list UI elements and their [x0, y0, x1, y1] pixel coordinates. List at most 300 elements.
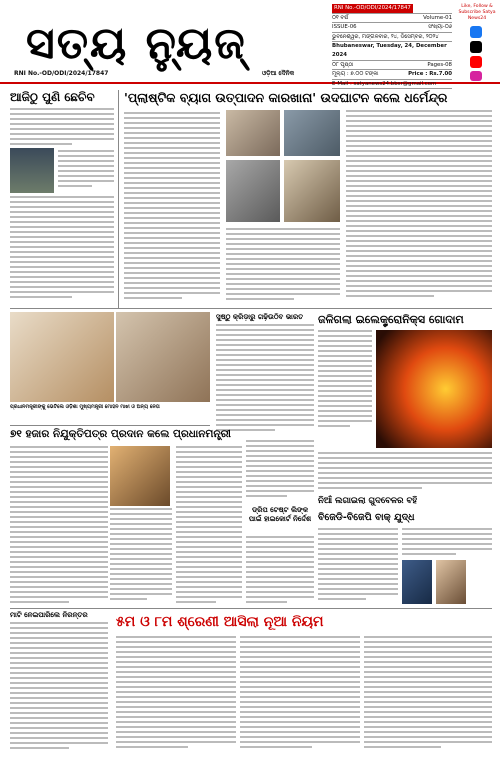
text-line — [176, 546, 242, 548]
text-line — [246, 546, 314, 548]
text-line — [10, 256, 114, 258]
text-line — [346, 115, 492, 117]
rni-box: RNI No.-OD/ODI/2024/17847 — [334, 5, 411, 11]
text-line — [176, 596, 242, 598]
story2-headline: 'ପ୍ଲାଷ୍ଟିକ ବ୍ୟାଗ ଉତ୍ପାଦନ କାରଖାନା' ଉଦଘାଟନ କଲେ ଧର୍ମେନ୍ଦ୍ର — [124, 90, 448, 105]
text-line — [10, 541, 108, 543]
text-line — [116, 691, 236, 693]
text-line — [110, 518, 172, 520]
text-line — [240, 641, 360, 643]
story2-photo-2 — [284, 110, 340, 156]
text-line — [246, 566, 314, 568]
text-line — [346, 235, 492, 237]
text-line — [10, 286, 114, 288]
text-line — [58, 170, 114, 172]
text-line — [318, 598, 366, 600]
text-line — [124, 227, 220, 229]
text-line — [346, 205, 492, 207]
text-line — [10, 657, 108, 659]
text-line — [110, 593, 172, 595]
story8-headline: ନିଆଁ ଲଗାଇଲା ଗୁଦବେଳର ବହି — [318, 496, 418, 506]
text-line — [364, 726, 492, 728]
text-line — [246, 596, 314, 598]
text-line — [10, 652, 108, 654]
price-or: ମୂଲ୍ୟ : ୭.୦୦ ଟଙ୍କା — [332, 71, 379, 78]
text-line — [176, 541, 242, 543]
text-line — [116, 656, 236, 658]
text-line — [402, 543, 492, 545]
text-line — [10, 596, 108, 598]
text-line — [10, 712, 108, 714]
text-line — [240, 681, 360, 683]
text-line — [10, 677, 108, 679]
text-line — [176, 576, 242, 578]
text-line — [110, 543, 172, 545]
text-line — [124, 247, 220, 249]
text-line — [346, 180, 492, 182]
text-line — [364, 691, 492, 693]
text-line — [216, 359, 314, 361]
story1-photo — [10, 148, 54, 193]
text-line — [318, 467, 492, 469]
text-line — [124, 197, 220, 199]
text-line — [116, 721, 236, 723]
text-line — [176, 521, 242, 523]
text-line — [226, 243, 340, 245]
text-line — [124, 157, 220, 159]
text-line — [176, 571, 242, 573]
pm-speaking-photo — [110, 446, 170, 506]
text-line — [216, 394, 314, 396]
text-line — [10, 201, 114, 203]
text-line — [346, 185, 492, 187]
text-line — [176, 496, 242, 498]
text-line — [346, 265, 492, 267]
text-line — [58, 185, 92, 187]
text-line — [246, 601, 287, 603]
tagline: ଓଡ଼ିଆ ଦୈନିକ — [262, 70, 295, 77]
text-line — [116, 676, 236, 678]
story11-headline: ୫ମ ଓ ୮ମ ଶ୍ରେଣୀ ଆସିଲା ନୂଆ ନିୟମ — [116, 614, 324, 630]
text-line — [124, 182, 220, 184]
text-line — [10, 546, 108, 548]
text-line — [124, 187, 220, 189]
text-line — [10, 451, 108, 453]
text-line — [58, 155, 114, 157]
text-line — [402, 538, 492, 540]
text-line — [110, 513, 172, 515]
text-line — [110, 528, 172, 530]
text-line — [10, 221, 114, 223]
text-line — [318, 375, 372, 377]
text-line — [124, 292, 220, 294]
text-line — [346, 275, 492, 277]
text-line — [240, 736, 360, 738]
text-line — [10, 128, 114, 130]
text-line — [364, 706, 492, 708]
text-line — [116, 696, 236, 698]
text-line — [124, 232, 220, 234]
text-line — [226, 278, 340, 280]
text-line — [364, 736, 492, 738]
text-line — [10, 226, 114, 228]
text-line — [364, 656, 492, 658]
youtube-icon[interactable] — [470, 56, 482, 68]
text-line — [116, 666, 236, 668]
text-line — [10, 466, 108, 468]
text-line — [246, 475, 314, 477]
text-line — [246, 485, 314, 487]
text-line — [116, 646, 236, 648]
text-line — [10, 471, 108, 473]
text-line — [318, 528, 398, 530]
text-line — [318, 452, 492, 454]
story1-body-c — [10, 196, 114, 304]
text-line — [176, 556, 242, 558]
text-line — [346, 250, 492, 252]
story2-photo-3 — [226, 160, 280, 222]
story3-subheadline: ସୁଷ୍ଠୁ କ୍ରିଡ଼ାରୁ ଗଢ଼ିଉଠିବ ଭାରତ — [216, 313, 304, 321]
text-line — [240, 696, 360, 698]
text-line — [10, 481, 108, 483]
text-line — [346, 135, 492, 137]
text-line — [110, 573, 172, 575]
text-line — [110, 523, 172, 525]
text-line — [402, 533, 492, 535]
story9-body-b — [402, 528, 492, 558]
text-line — [10, 727, 108, 729]
text-line — [10, 241, 114, 243]
text-line — [216, 379, 314, 381]
text-line — [216, 404, 314, 406]
text-line — [124, 192, 220, 194]
text-line — [364, 671, 492, 673]
text-line — [124, 237, 220, 239]
story5-caption: ପ୍ରଧାନମନ୍ତ୍ରୀଙ୍କୁ ଭେଟିଲେ ଓଡ଼ିଶା ମୁଖ୍ୟମନ୍ତ୍ରୀ ମୋହନ ମାଝୀ ଓ ଅନ୍ୟ ନେତା — [10, 404, 160, 410]
text-line — [364, 746, 441, 748]
text-line — [10, 566, 108, 568]
text-line — [176, 601, 216, 603]
text-line — [346, 155, 492, 157]
date-en: Bhubaneswar, Tuesday, 24, December 2024 — [332, 43, 447, 58]
story2-body — [124, 112, 220, 304]
text-line — [364, 731, 492, 733]
text-line — [124, 127, 220, 129]
text-line — [116, 681, 236, 683]
text-line — [346, 295, 434, 297]
text-line — [10, 461, 108, 463]
text-line — [10, 692, 108, 694]
text-line — [364, 666, 492, 668]
text-line — [124, 252, 220, 254]
text-line — [176, 466, 242, 468]
text-line — [110, 563, 172, 565]
text-line — [346, 260, 492, 262]
text-line — [346, 140, 492, 142]
text-line — [346, 170, 492, 172]
text-line — [346, 175, 492, 177]
text-line — [116, 701, 236, 703]
text-line — [10, 456, 108, 458]
text-line — [240, 726, 360, 728]
column-rule — [118, 90, 119, 308]
story3-body-b — [246, 440, 314, 504]
text-line — [124, 152, 220, 154]
text-line — [10, 113, 114, 115]
text-line — [10, 536, 108, 538]
text-line — [364, 701, 492, 703]
text-line — [176, 516, 242, 518]
text-line — [124, 277, 220, 279]
text-line — [10, 133, 114, 135]
text-line — [124, 217, 220, 219]
text-line — [10, 516, 108, 518]
volume-en: Volume-01 — [423, 14, 452, 21]
issue-or: ସଂଖ୍ୟା-୦୬ — [428, 24, 452, 31]
text-line — [246, 556, 314, 558]
text-line — [124, 147, 220, 149]
text-line — [176, 471, 242, 473]
text-line — [10, 196, 114, 198]
text-line — [10, 707, 108, 709]
story7-headline: ଡ୍ରିପ ଟେଷ୍ଟ ଲିଙ୍କ ପାଇଁ ହାଇକୋର୍ଟ ନିର୍ଦ୍ଦେଶ — [248, 506, 312, 523]
text-line — [318, 588, 398, 590]
text-line — [364, 711, 492, 713]
text-line — [364, 661, 492, 663]
text-line — [318, 533, 398, 535]
text-line — [246, 455, 314, 457]
text-line — [226, 228, 340, 230]
instagram-icon[interactable] — [470, 71, 482, 81]
text-line — [176, 461, 242, 463]
text-line — [346, 160, 492, 162]
text-line — [364, 636, 492, 638]
text-line — [346, 215, 492, 217]
text-line — [318, 457, 492, 459]
text-line — [10, 276, 114, 278]
story10-body — [10, 622, 108, 754]
text-line — [124, 117, 220, 119]
text-line — [246, 551, 314, 553]
text-line — [318, 553, 398, 555]
text-line — [346, 225, 492, 227]
date-or: ଭୁବନେଶ୍ୱର, ମଙ୍ଗଳବାର, ୨୪, ଡିସେମ୍ବର, ୨୦୨୪ — [332, 33, 439, 40]
rni-number: RNI No.-OD/ODI/2024/17847 — [14, 70, 109, 77]
text-line — [216, 349, 314, 351]
text-line — [346, 110, 492, 112]
text-line — [116, 641, 236, 643]
text-line — [124, 207, 220, 209]
text-line — [176, 531, 242, 533]
text-line — [364, 641, 492, 643]
text-line — [10, 143, 72, 145]
text-line — [318, 345, 372, 347]
text-line — [364, 681, 492, 683]
text-line — [318, 563, 398, 565]
text-line — [364, 716, 492, 718]
story11-body-c — [364, 636, 492, 754]
text-line — [124, 272, 220, 274]
text-line — [240, 691, 360, 693]
text-line — [10, 722, 108, 724]
text-line — [226, 288, 340, 290]
story4-headline: ଜଳିଗଲା ଇଲେକ୍ଟ୍ରୋନିକ୍ସ ଗୋଦାମ — [318, 313, 464, 326]
text-line — [176, 566, 242, 568]
text-line — [318, 462, 492, 464]
text-line — [226, 268, 340, 270]
text-line — [346, 200, 492, 202]
text-line — [246, 541, 314, 543]
text-line — [216, 324, 314, 326]
text-line — [318, 395, 372, 397]
text-line — [318, 548, 398, 550]
text-line — [10, 118, 114, 120]
text-line — [10, 476, 108, 478]
text-line — [58, 175, 114, 177]
text-line — [116, 736, 236, 738]
text-line — [124, 212, 220, 214]
text-line — [176, 456, 242, 458]
text-line — [176, 506, 242, 508]
text-line — [246, 576, 314, 578]
text-line — [216, 409, 314, 411]
text-line — [10, 601, 69, 603]
text-line — [10, 216, 114, 218]
text-line — [10, 742, 108, 744]
text-line — [318, 593, 398, 595]
text-line — [318, 482, 492, 484]
story6-body-c — [176, 446, 242, 606]
text-line — [246, 561, 314, 563]
text-line — [10, 296, 72, 298]
text-line — [10, 622, 108, 624]
story6-headline: ୭୧ ହଜାର ନିଯୁକ୍ତିପତ୍ର ପ୍ରଦାନ କଲେ ପ୍ରଧାନମନ୍ତ୍ରୀ — [10, 428, 231, 440]
text-line — [116, 651, 236, 653]
text-line — [346, 220, 492, 222]
text-line — [240, 701, 360, 703]
text-line — [216, 344, 314, 346]
section-rule — [10, 425, 210, 426]
story1-body-b — [58, 150, 114, 192]
text-line — [58, 165, 114, 167]
text-line — [246, 465, 314, 467]
text-line — [10, 271, 114, 273]
text-line — [10, 697, 108, 699]
text-line — [110, 578, 172, 580]
text-line — [402, 553, 456, 555]
text-line — [318, 573, 398, 575]
price-en: Price : Rs.7.00 — [408, 71, 452, 78]
text-line — [124, 162, 220, 164]
text-line — [246, 440, 314, 442]
text-line — [246, 495, 287, 497]
text-line — [226, 283, 340, 285]
text-line — [176, 511, 242, 513]
story11-body-b — [240, 636, 360, 754]
text-line — [10, 266, 114, 268]
masthead — [0, 0, 500, 87]
text-line — [216, 354, 314, 356]
text-line — [318, 335, 372, 337]
newspaper-logo: ସତ୍ୟ ନ୍ୟୁଜ — [26, 18, 247, 69]
text-line — [116, 661, 236, 663]
text-line — [240, 666, 360, 668]
facebook-icon[interactable] — [470, 26, 482, 38]
section-rule — [10, 308, 492, 309]
text-line — [318, 472, 492, 474]
text-line — [226, 263, 340, 265]
text-line — [10, 637, 108, 639]
text-line — [346, 210, 492, 212]
text-line — [318, 558, 398, 560]
text-line — [346, 130, 492, 132]
text-line — [10, 246, 114, 248]
text-line — [116, 686, 236, 688]
text-line — [240, 716, 360, 718]
text-line — [10, 732, 108, 734]
text-line — [318, 350, 372, 352]
story2-photo-4 — [284, 160, 340, 222]
text-line — [318, 365, 372, 367]
pages-en: Pages-08 — [427, 61, 452, 68]
text-line — [10, 261, 114, 263]
text-line — [10, 556, 108, 558]
text-line — [318, 330, 372, 332]
text-line — [402, 528, 492, 530]
text-line — [318, 425, 350, 427]
text-line — [216, 399, 314, 401]
text-line — [346, 145, 492, 147]
text-line — [124, 137, 220, 139]
text-line — [216, 369, 314, 371]
x-icon[interactable] — [470, 41, 482, 53]
text-line — [10, 138, 114, 140]
text-line — [216, 424, 314, 426]
text-line — [10, 561, 108, 563]
text-line — [110, 508, 172, 510]
text-line — [116, 711, 236, 713]
text-line — [346, 195, 492, 197]
text-line — [176, 561, 242, 563]
text-line — [10, 571, 108, 573]
text-line — [110, 583, 172, 585]
text-line — [116, 671, 236, 673]
text-line — [318, 370, 372, 372]
text-line — [346, 255, 492, 257]
text-line — [176, 451, 242, 453]
text-line — [10, 586, 108, 588]
text-line — [176, 446, 242, 448]
text-line — [346, 150, 492, 152]
text-line — [10, 281, 114, 283]
text-line — [216, 334, 314, 336]
text-line — [246, 445, 314, 447]
text-line — [10, 501, 108, 503]
text-line — [10, 446, 108, 448]
text-line — [318, 568, 398, 570]
text-line — [176, 591, 242, 593]
email: E-Mail : satyanews24.bbsr@gmail.com — [332, 80, 437, 87]
text-line — [10, 506, 108, 508]
text-line — [10, 717, 108, 719]
text-line — [246, 490, 314, 492]
text-line — [240, 656, 360, 658]
text-line — [364, 741, 492, 743]
text-line — [176, 486, 242, 488]
text-line — [364, 646, 492, 648]
story6-body — [10, 446, 108, 606]
text-line — [240, 721, 360, 723]
